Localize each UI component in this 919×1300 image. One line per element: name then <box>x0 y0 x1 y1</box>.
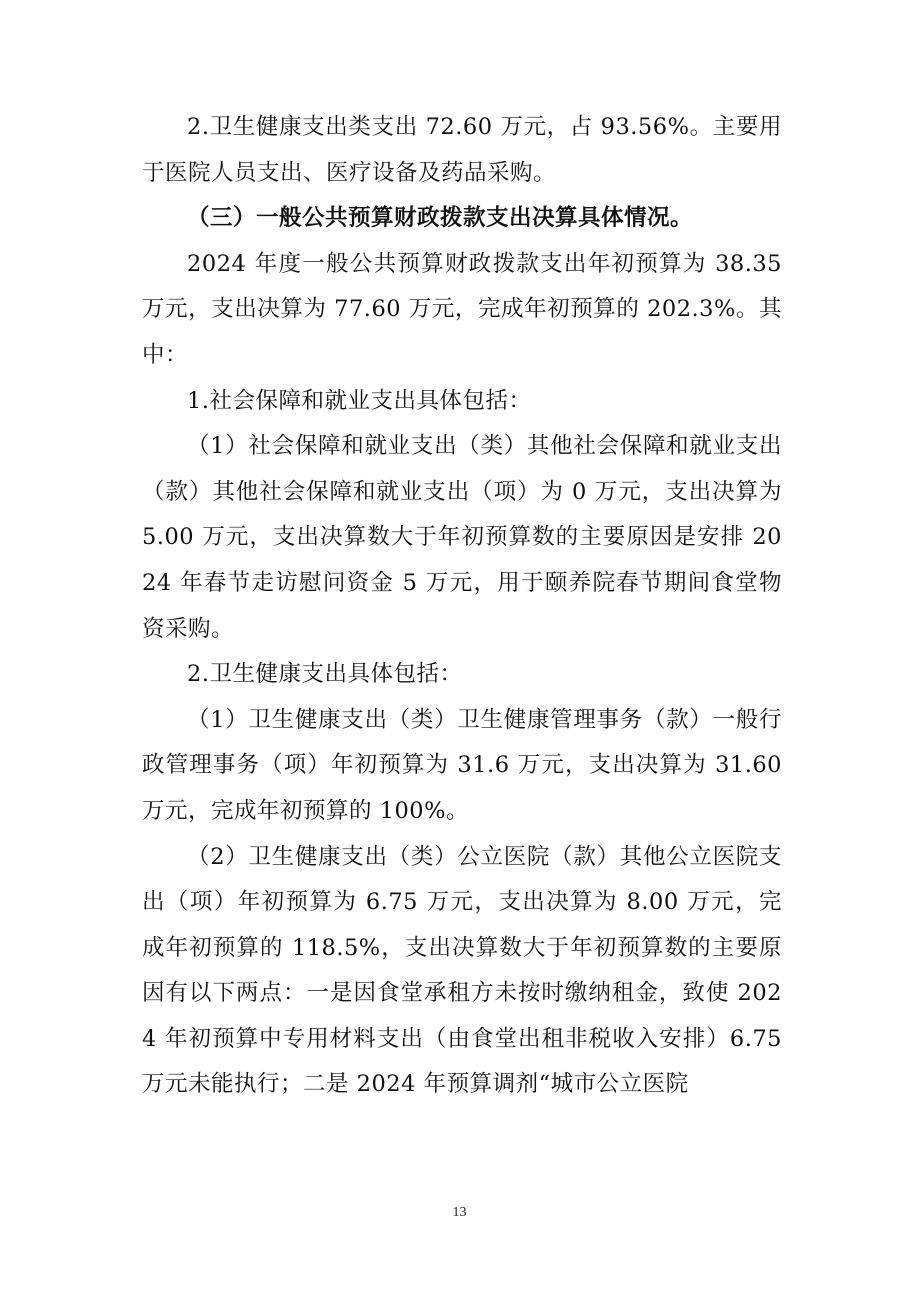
paragraph-health-admin-detail: （1）卫生健康支出（类）卫生健康管理事务（款）一般行政管理事务（项）年初预算为 31.6 万元，支出决算为 31.60 万元，完成年初预算的 100%。 <box>142 706 782 824</box>
page-number: 13 <box>452 1205 467 1220</box>
paragraph-social-security-detail: （1）社会保障和就业支出（类）其他社会保障和就业支出（款）其他社会保障和就业支出（项）为 0 万元，支出决算为 5.00 万元，支出决算数大于年初预算数的主要原因是安排 2024 年春节走访慰问资金 5 万元，用于颐养院春节期间食堂物资采购。 <box>142 433 782 642</box>
paragraph-budget-overview: 2024 年度一般公共预算财政拨款支出年初预算为 38.35 万元，支出决算为 77.60 万元，完成年初预算的 202.3%。其中： <box>142 250 782 368</box>
paragraph-health-expenditure-summary: 2.卫生健康支出类支出 72.60 万元，占 93.56%。主要用于医院人员支出、医疗设备及药品采购。 <box>142 114 782 186</box>
section-heading-general-budget: （三）一般公共预算财政拨款支出决算具体情况。 <box>187 205 694 232</box>
paragraph-social-security-heading: 1.社会保障和就业支出具体包括： <box>187 387 532 414</box>
paragraph-health-heading: 2.卫生健康支出具体包括： <box>187 661 463 688</box>
paragraph-public-hospital-detail: （2）卫生健康支出（类）公立医院（款）其他公立医院支出（项）年初预算为 6.75 万元，支出决算为 8.00 万元，完成年初预算的 118.5%，支出决算数大于年初预算数的主要原因有以下两点：一是因食堂承租方未按时缴纳租金，致使 2024 年初预算中专用材料支出（由食堂出租非税收入安排）6.75 万元未能执行；二是 2024 年预算调剂“城市公立医院 <box>142 843 782 1098</box>
document-body <box>142 105 782 1108</box>
